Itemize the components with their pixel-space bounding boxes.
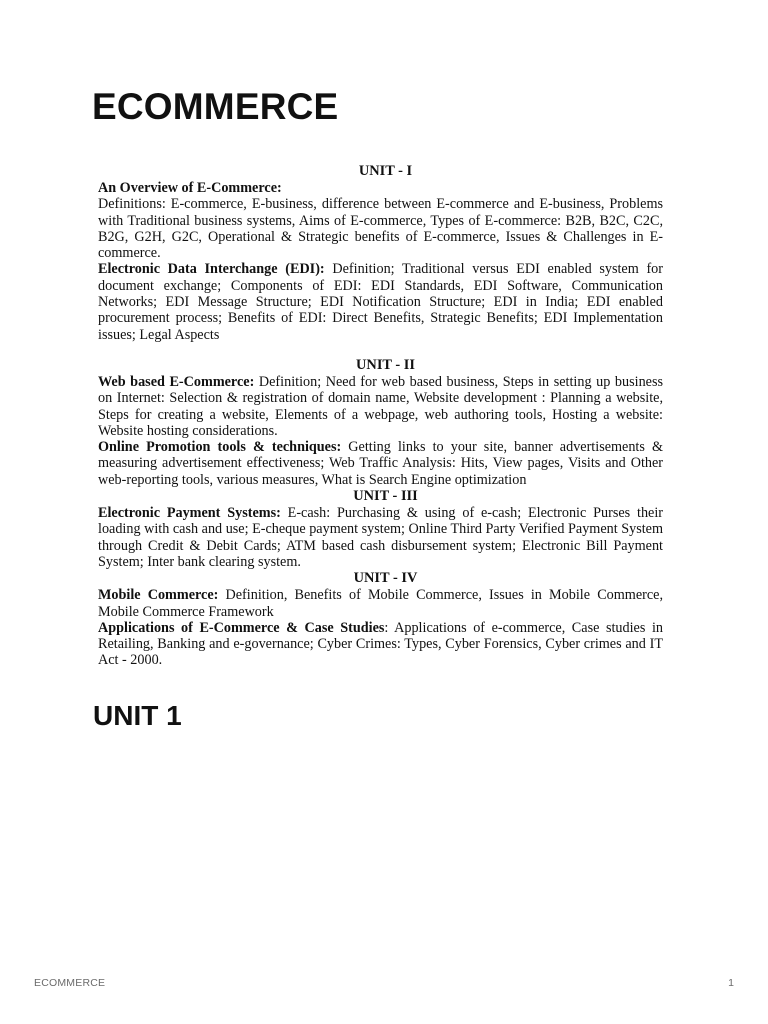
unit-2-paragraph-promotion bbox=[98, 439, 663, 488]
unit-1-heading: UNIT - I bbox=[358, 163, 413, 179]
syllabus-image-block bbox=[98, 163, 663, 669]
page-number: 1 bbox=[728, 977, 734, 989]
paragraph-text: Definition; Need for web based business, Steps in setting up business on Internet: Selection & registration of domain name, Website development : Planning a website, Steps for creating a website, Elements of a webpage, web authoring tools, Hosting a website: Website hosting considerations. bbox=[98, 373, 664, 439]
unit-2-heading: UNIT - II bbox=[356, 356, 415, 373]
footer-label: ECOMMERCE bbox=[34, 977, 106, 989]
paragraph-text: Definition, Benefits of Mobile Commerce, Issues in Mobile Commerce, Mobile Commerce Framework bbox=[98, 587, 663, 620]
paragraph-bold-lead: Web based E-Commerce: bbox=[98, 373, 255, 390]
unit-3-paragraph-payment bbox=[98, 505, 663, 570]
paragraph-bold-lead: Applications of E-Commerce & Case Studies bbox=[98, 619, 385, 636]
paragraph-text: : Applications of e-commerce, Case studies in Retailing, Banking and e-governance; Cyber Crimes: Types, Cyber Forensics, Cyber crimes and IT Act - 2000. bbox=[98, 619, 663, 669]
unit-4-heading: UNIT - IV bbox=[353, 570, 418, 587]
paragraph-text: Definitions: E-commerce, E-business, difference between E-commerce and E-business, Problems with Traditional business systems, Aims of E-commerce, Types of E-commerce: B2B, B2C, C2C, B2G, G2H, G2C, Operational & Strategic benefits of E-commerce, Issues & Challenges in E-commerce. bbox=[98, 196, 663, 262]
paragraph-text: E-cash: Purchasing & using of e-cash; Electronic Purses their loading with cash and use; E-cheque payment system; Online Third Party Verified Payment System through Credit & Debit Cards; ATM based cash disbursement system; Electronic Bill Payment System; Inter bank clearing system. bbox=[98, 505, 663, 570]
paragraph-text: Definition; Traditional versus EDI enabled system for document exchange; Components of EDI: EDI Standards, EDI Software, Communication Networks; EDI Message Structure; EDI Notification Structure; EDI in India; EDI enabled procurement process; Benefits of EDI: Direct Benefits, Strategic Benefits; EDI Implementation issues; Legal Aspects bbox=[98, 261, 663, 343]
paragraph-bold-lead: Electronic Payment Systems: bbox=[98, 505, 281, 522]
unit-4-paragraph-applications bbox=[98, 620, 663, 669]
paragraph-bold-lead: Online Promotion tools & techniques: bbox=[98, 439, 342, 456]
document-title: ECOMMERCE bbox=[92, 86, 339, 127]
unit-1-paragraph-overview bbox=[98, 180, 663, 261]
paragraph-bold-lead: Mobile Commerce: bbox=[98, 587, 219, 604]
unit-3-heading: UNIT - III bbox=[353, 488, 418, 505]
unit-2-paragraph-web bbox=[98, 374, 663, 439]
paragraph-bold-lead: Electronic Data Interchange (EDI): bbox=[98, 261, 325, 278]
paragraph-text: Getting links to your site, banner advertisements & measuring advertisement effectiveness; Web Traffic Analysis: Hits, View pages, Visits and Other web-reporting tools, various measures, What is Search Engine optimization bbox=[98, 439, 664, 488]
unit-4-paragraph-mobile bbox=[98, 587, 663, 620]
section-heading: UNIT 1 bbox=[93, 700, 182, 731]
paragraph-bold-lead: An Overview of E-Commerce: bbox=[98, 180, 282, 196]
unit-1-paragraph-edi bbox=[98, 261, 663, 342]
